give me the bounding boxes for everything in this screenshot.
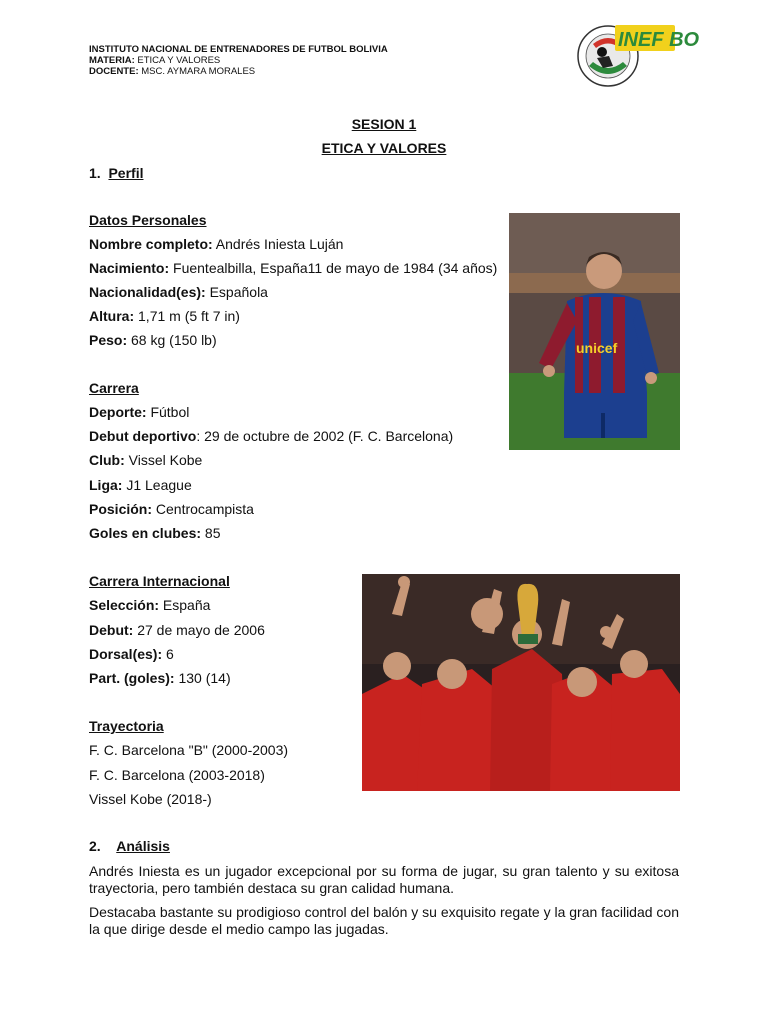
trayectoria-heading: Trayectoria xyxy=(89,718,164,734)
datos-row-value: 1,71 m (5 ft 7 in) xyxy=(134,308,240,324)
trayectoria-item: F. C. Barcelona "B" (2000-2003) xyxy=(89,742,289,758)
datos-row xyxy=(89,236,343,252)
team-celebration-photo xyxy=(362,574,680,791)
datos-row-value: Andrés Iniesta Luján xyxy=(212,236,344,252)
docente-label: DOCENTE: xyxy=(89,66,139,77)
internacional-row-label: Part. (goles): xyxy=(89,670,175,686)
session-title: SESION 1 xyxy=(351,116,417,132)
section-1-heading xyxy=(89,165,143,181)
carrera-row-value: Fútbol xyxy=(146,404,190,420)
shirt-sponsor-text: unicef xyxy=(576,340,618,356)
datos-row-label: Nacimiento: xyxy=(89,260,170,276)
internacional-row xyxy=(89,670,231,686)
materia-value: ETICA Y VALORES xyxy=(137,55,221,66)
trayectoria-item: F. C. Barcelona (2003-2018) xyxy=(89,767,265,783)
internacional-row xyxy=(89,646,174,662)
internacional-row-label: Debut: xyxy=(89,622,134,638)
document-header xyxy=(89,44,388,77)
section-2-title: Análisis xyxy=(116,838,170,854)
trayectoria-item: Vissel Kobe (2018-) xyxy=(89,791,212,807)
carrera-heading: Carrera xyxy=(89,380,139,396)
section-2-heading xyxy=(89,838,170,854)
carrera-row-label: Posición: xyxy=(89,501,153,517)
inef-logo xyxy=(575,22,700,88)
datos-row-label: Peso: xyxy=(89,332,128,348)
logo-text: INEF BO xyxy=(618,29,700,51)
player-photo xyxy=(509,213,680,450)
carrera-row-label: Club: xyxy=(89,452,125,468)
carrera-row-value: Centrocampista xyxy=(152,501,254,517)
datos-row-label: Altura: xyxy=(89,308,135,324)
internacional-row-value: 130 (14) xyxy=(174,670,231,686)
carrera-row-label: Deporte: xyxy=(89,404,147,420)
analysis-paragraph: Andrés Iniesta es un jugador excepcional por su forma de jugar, su gran talento y su exitosa trayectoria, pero también destaca su gran calidad humana. xyxy=(89,863,679,896)
subject-title: ETICA Y VALORES xyxy=(321,140,447,156)
carrera-row-label: Liga: xyxy=(89,477,123,493)
internacional-row-label: Selección: xyxy=(89,597,160,613)
datos-row xyxy=(89,308,240,324)
internacional-row-value: 27 de mayo de 2006 xyxy=(133,622,265,638)
carrera-row-value: Vissel Kobe xyxy=(124,452,203,468)
section-2-number: 2. xyxy=(89,838,101,854)
datos-row-label: Nombre completo: xyxy=(89,236,213,252)
datos-row-value: Española xyxy=(205,284,268,300)
internacional-row-value: España xyxy=(159,597,211,613)
internacional-row xyxy=(89,622,265,638)
carrera-row xyxy=(89,525,221,541)
institute-name: INSTITUTO NACIONAL DE ENTRENADORES DE FUTBOL BOLIVIA xyxy=(89,44,388,55)
datos-row-value: Fuentealbilla, España11 de mayo de 1984 (34 años) xyxy=(169,260,498,276)
materia-label: MATERIA: xyxy=(89,55,135,66)
carrera-row-value: : 29 de octubre de 2002 (F. C. Barcelona) xyxy=(196,428,454,444)
internacional-row-value: 6 xyxy=(162,646,174,662)
datos-row xyxy=(89,284,268,300)
carrera-row-label: Goles en clubes: xyxy=(89,525,202,541)
internacional-row xyxy=(89,597,210,613)
carrera-row xyxy=(89,452,202,468)
datos-heading: Datos Personales xyxy=(89,212,207,228)
carrera-row-value: 85 xyxy=(201,525,221,541)
carrera-row-value: J1 League xyxy=(122,477,192,493)
carrera-row xyxy=(89,501,254,517)
internacional-heading: Carrera Internacional xyxy=(89,573,230,589)
carrera-row xyxy=(89,428,453,444)
datos-row xyxy=(89,332,217,348)
datos-row-value: 68 kg (150 lb) xyxy=(127,332,217,348)
carrera-row-label: Debut deportivo xyxy=(89,428,197,444)
datos-row xyxy=(89,260,497,276)
datos-row-label: Nacionalidad(es): xyxy=(89,284,206,300)
carrera-row xyxy=(89,404,189,420)
docente-value: MSC. AYMARA MORALES xyxy=(141,66,256,77)
carrera-row xyxy=(89,477,192,493)
section-1-number: 1. xyxy=(89,165,101,181)
section-1-title: Perfil xyxy=(108,165,144,181)
internacional-row-label: Dorsal(es): xyxy=(89,646,163,662)
analysis-paragraph: Destacaba bastante su prodigioso control del balón y su exquisito regate y la gran facilidad con la que dirige desde el medio campo las jugadas. xyxy=(89,904,679,937)
